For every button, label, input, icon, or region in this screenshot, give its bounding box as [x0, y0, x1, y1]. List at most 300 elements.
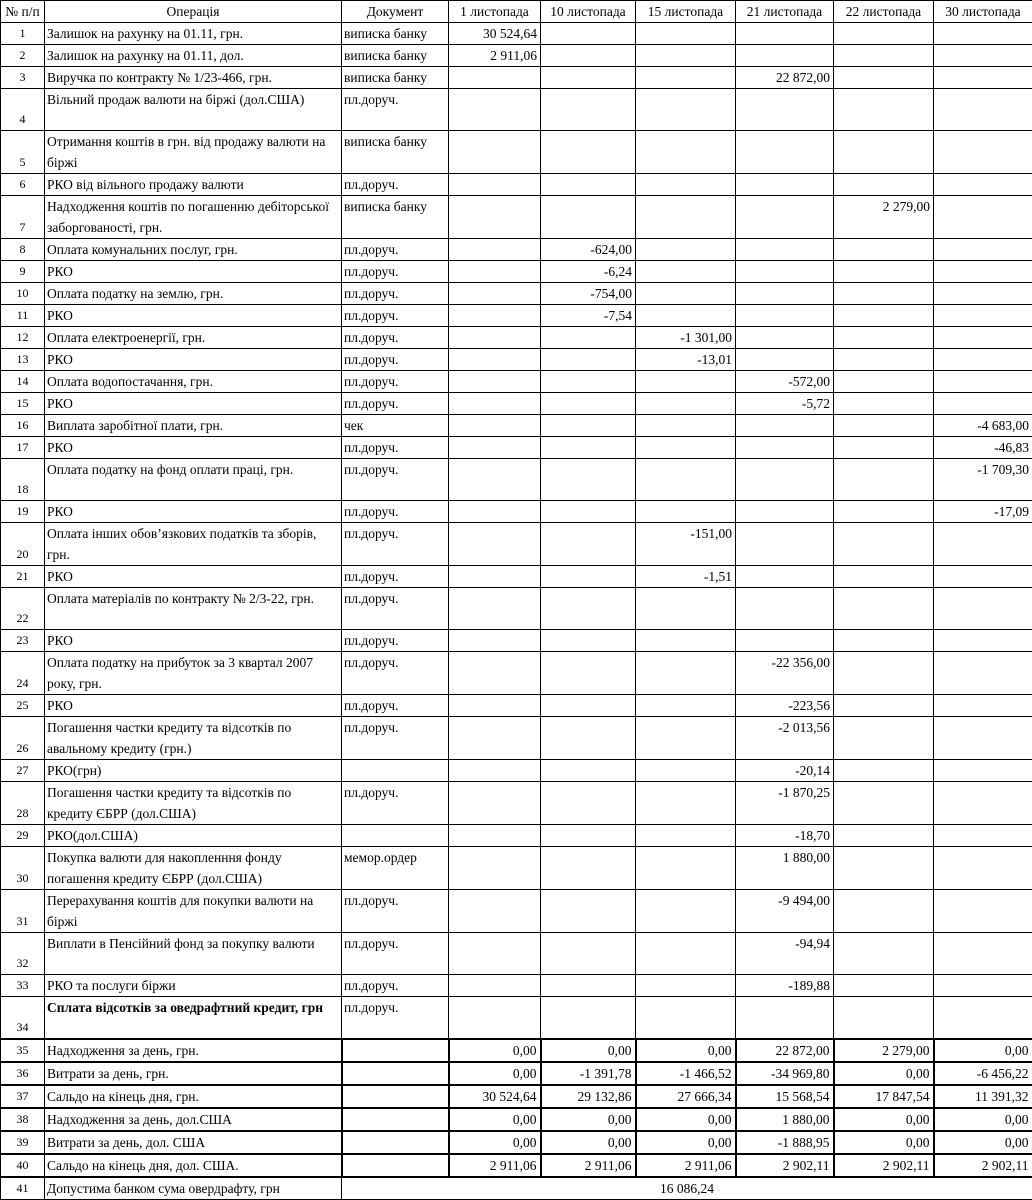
amount-cell [736, 437, 834, 459]
operation-cell: РКО [45, 305, 342, 327]
row-number: 13 [1, 349, 45, 371]
amount-cell [636, 782, 736, 825]
table-row [1, 717, 1032, 760]
operation-cell: Надходження за день, грн. [45, 1039, 342, 1062]
amount-cell [541, 501, 636, 523]
amount-cell [636, 415, 736, 437]
row-number: 5 [1, 131, 45, 174]
totals-row [1, 1131, 1032, 1154]
amount-cell: 22 872,00 [736, 67, 834, 89]
operation-cell: Оплата податку на прибуток за 3 квартал 2007 року, грн. [45, 652, 342, 695]
amount-cell [736, 174, 834, 196]
amount-cell [736, 588, 834, 630]
row-number: 8 [1, 239, 45, 261]
overdraft-limit-value: 16 086,24 [342, 1177, 1032, 1200]
operation-cell: Витрати за день, дол. США [45, 1131, 342, 1154]
amount-cell: -7,54 [541, 305, 636, 327]
amount-cell: -5,72 [736, 393, 834, 415]
amount-cell [541, 437, 636, 459]
amount-cell: -22 356,00 [736, 652, 834, 695]
amount-cell: -20,14 [736, 760, 834, 782]
operation-cell: Допустима банком сума овердрафту, грн [45, 1177, 342, 1200]
header-operation: Операція [45, 1, 342, 23]
amount-cell [834, 825, 934, 847]
total-amount-cell: 0,00 [934, 1039, 1032, 1062]
amount-cell [934, 847, 1032, 890]
total-amount-cell: 2 902,11 [934, 1154, 1032, 1177]
amount-cell [834, 283, 934, 305]
amount-cell [834, 501, 934, 523]
amount-cell [636, 174, 736, 196]
amount-cell [449, 695, 541, 717]
operation-cell: Виручка по контракту № 1/23-466, грн. [45, 67, 342, 89]
document-cell: пл.доруч. [342, 261, 449, 283]
row-number: 6 [1, 174, 45, 196]
row-number: 29 [1, 825, 45, 847]
document-cell: пл.доруч. [342, 393, 449, 415]
operation-cell: РКО [45, 630, 342, 652]
operation-cell: РКО [45, 393, 342, 415]
amount-cell [449, 847, 541, 890]
amount-cell [636, 131, 736, 174]
amount-cell: -18,70 [736, 825, 834, 847]
amount-cell [541, 45, 636, 67]
document-cell: пл.доруч. [342, 501, 449, 523]
amount-cell [449, 437, 541, 459]
operation-cell: Сплата відсотків за оведрафтний кредит, грн [45, 997, 342, 1039]
table-row [1, 523, 1032, 566]
total-amount-cell: 2 279,00 [834, 1039, 934, 1062]
operation-cell: Залишок на рахунку на 01.11, дол. [45, 45, 342, 67]
total-amount-cell: 2 911,06 [541, 1154, 636, 1177]
amount-cell [636, 630, 736, 652]
total-amount-cell: 30 524,64 [449, 1085, 541, 1108]
operation-cell: Покупка валюти для накопленння фонду погашення кредиту ЄБРР (дол.США) [45, 847, 342, 890]
total-amount-cell: 0,00 [449, 1062, 541, 1085]
row-number: 31 [1, 890, 45, 933]
row-number: 15 [1, 393, 45, 415]
row-number: 30 [1, 847, 45, 890]
amount-cell [541, 327, 636, 349]
amount-cell [449, 782, 541, 825]
operation-cell: Оплата водопостачання, грн. [45, 371, 342, 393]
row-number: 25 [1, 695, 45, 717]
table-row [1, 588, 1032, 630]
row-number: 14 [1, 371, 45, 393]
amount-cell [736, 261, 834, 283]
amount-cell [636, 45, 736, 67]
document-cell: пл.доруч. [342, 630, 449, 652]
header-date: 22 листопада [834, 1, 934, 23]
document-cell [342, 1039, 449, 1062]
document-cell: пл.доруч. [342, 975, 449, 997]
table-row [1, 349, 1032, 371]
amount-cell [636, 847, 736, 890]
total-amount-cell: 0,00 [449, 1131, 541, 1154]
amount-cell [934, 975, 1032, 997]
amount-cell: 30 524,64 [449, 23, 541, 45]
operation-cell: Оплата матеріалів по контракту № 2/3-22, грн. [45, 588, 342, 630]
amount-cell [636, 717, 736, 760]
total-amount-cell: -1 391,78 [541, 1062, 636, 1085]
operation-cell: Оплата електроенергії, грн. [45, 327, 342, 349]
amount-cell [636, 459, 736, 501]
operation-cell: РКО [45, 501, 342, 523]
row-number: 17 [1, 437, 45, 459]
amount-cell [834, 261, 934, 283]
operation-cell: Виплата заробітної плати, грн. [45, 415, 342, 437]
table-row [1, 89, 1032, 131]
amount-cell [541, 760, 636, 782]
operation-cell: РКО [45, 261, 342, 283]
amount-cell [541, 975, 636, 997]
row-number: 21 [1, 566, 45, 588]
amount-cell [449, 459, 541, 501]
amount-cell: -1 301,00 [636, 327, 736, 349]
document-cell [342, 1062, 449, 1085]
table-row [1, 459, 1032, 501]
row-number: 41 [1, 1177, 45, 1200]
operation-cell: РКО [45, 437, 342, 459]
operation-cell: Оплата комунальних послуг, грн. [45, 239, 342, 261]
document-cell: пл.доруч. [342, 890, 449, 933]
amount-cell: -1,51 [636, 566, 736, 588]
document-cell: пл.доруч. [342, 566, 449, 588]
table-row [1, 261, 1032, 283]
amount-cell [636, 196, 736, 239]
amount-cell [834, 371, 934, 393]
row-number: 18 [1, 459, 45, 501]
amount-cell [449, 393, 541, 415]
operation-cell: Залишок на рахунку на 01.11, грн. [45, 23, 342, 45]
amount-cell [636, 825, 736, 847]
total-amount-cell: 2 902,11 [736, 1154, 834, 1177]
document-cell: мемор.ордер [342, 847, 449, 890]
amount-cell [636, 501, 736, 523]
amount-cell [834, 305, 934, 327]
table-row [1, 975, 1032, 997]
row-number: 22 [1, 588, 45, 630]
table-body [1, 23, 1032, 1200]
amount-cell [541, 652, 636, 695]
table-row [1, 67, 1032, 89]
document-cell: пл.доруч. [342, 305, 449, 327]
amount-cell [541, 89, 636, 131]
document-cell [342, 1154, 449, 1177]
total-amount-cell: -6 456,22 [934, 1062, 1032, 1085]
total-amount-cell: 0,00 [449, 1039, 541, 1062]
total-amount-cell: 0,00 [934, 1131, 1032, 1154]
amount-cell: 2 279,00 [834, 196, 934, 239]
amount-cell [834, 89, 934, 131]
amount-cell [541, 566, 636, 588]
amount-cell [834, 437, 934, 459]
operation-cell: Отримання коштів в грн. від продажу валюти на біржі [45, 131, 342, 174]
amount-cell [541, 847, 636, 890]
total-amount-cell: 0,00 [449, 1108, 541, 1131]
document-cell [342, 825, 449, 847]
amount-cell [636, 695, 736, 717]
table-row [1, 890, 1032, 933]
row-number: 26 [1, 717, 45, 760]
amount-cell [834, 327, 934, 349]
amount-cell [541, 782, 636, 825]
amount-cell [834, 459, 934, 501]
amount-cell [934, 174, 1032, 196]
amount-cell [934, 196, 1032, 239]
amount-cell [636, 239, 736, 261]
amount-cell: -9 494,00 [736, 890, 834, 933]
total-amount-cell: 2 911,06 [449, 1154, 541, 1177]
amount-cell [736, 283, 834, 305]
row-number: 33 [1, 975, 45, 997]
row-number: 1 [1, 23, 45, 45]
header-row [1, 1, 1032, 23]
amount-cell [736, 566, 834, 588]
amount-cell [636, 89, 736, 131]
amount-cell [449, 566, 541, 588]
total-amount-cell: 0,00 [834, 1062, 934, 1085]
amount-cell [736, 327, 834, 349]
row-number: 23 [1, 630, 45, 652]
amount-cell [449, 261, 541, 283]
total-amount-cell: 0,00 [934, 1108, 1032, 1131]
amount-cell [736, 131, 834, 174]
document-cell: пл.доруч. [342, 371, 449, 393]
amount-cell [834, 630, 934, 652]
amount-cell [636, 997, 736, 1039]
amount-cell: -223,56 [736, 695, 834, 717]
amount-cell: -1 870,25 [736, 782, 834, 825]
table-row [1, 997, 1032, 1039]
amount-cell [934, 89, 1032, 131]
amount-cell [636, 283, 736, 305]
amount-cell [541, 933, 636, 975]
document-cell: пл.доруч. [342, 437, 449, 459]
amount-cell [934, 131, 1032, 174]
total-amount-cell: 0,00 [636, 1131, 736, 1154]
amount-cell [934, 393, 1032, 415]
amount-cell [449, 825, 541, 847]
amount-cell [541, 717, 636, 760]
total-amount-cell: 1 880,00 [736, 1108, 834, 1131]
document-cell: пл.доруч. [342, 782, 449, 825]
table-row [1, 652, 1032, 695]
document-cell [342, 760, 449, 782]
total-amount-cell: 0,00 [541, 1108, 636, 1131]
amount-cell [449, 717, 541, 760]
header-number: № п/п [1, 1, 45, 23]
row-number: 19 [1, 501, 45, 523]
operation-cell: Витрати за день, грн. [45, 1062, 342, 1085]
amount-cell [934, 588, 1032, 630]
amount-cell [834, 760, 934, 782]
amount-cell [449, 327, 541, 349]
amount-cell [736, 523, 834, 566]
amount-cell [449, 349, 541, 371]
total-amount-cell: 0,00 [834, 1108, 934, 1131]
document-cell: пл.доруч. [342, 523, 449, 566]
document-cell: пл.доруч. [342, 239, 449, 261]
amount-cell [736, 997, 834, 1039]
header-date: 21 листопада [736, 1, 834, 23]
amount-cell: -189,88 [736, 975, 834, 997]
total-amount-cell: 17 847,54 [834, 1085, 934, 1108]
amount-cell [834, 695, 934, 717]
amount-cell [449, 415, 541, 437]
document-cell: пл.доруч. [342, 327, 449, 349]
table-row [1, 283, 1032, 305]
total-amount-cell: 11 391,32 [934, 1085, 1032, 1108]
operation-cell: РКО [45, 695, 342, 717]
amount-cell: -6,24 [541, 261, 636, 283]
amount-cell [934, 23, 1032, 45]
amount-cell [736, 415, 834, 437]
amount-cell [834, 45, 934, 67]
amount-cell [834, 393, 934, 415]
operation-cell: Погашення частки кредиту та відсотків по кредиту ЄБРР (дол.США) [45, 782, 342, 825]
amount-cell [934, 349, 1032, 371]
amount-cell: -94,94 [736, 933, 834, 975]
amount-cell [541, 349, 636, 371]
operation-cell: РКО [45, 566, 342, 588]
operation-cell: Виплати в Пенсійний фонд за покупку валюти [45, 933, 342, 975]
header-date: 10 листопада [541, 1, 636, 23]
operation-cell: РКО та послуги біржи [45, 975, 342, 997]
amount-cell: -17,09 [934, 501, 1032, 523]
document-cell: пл.доруч. [342, 89, 449, 131]
amount-cell [541, 825, 636, 847]
row-number: 28 [1, 782, 45, 825]
row-number: 2 [1, 45, 45, 67]
row-number: 11 [1, 305, 45, 327]
amount-cell [736, 23, 834, 45]
amount-cell [934, 261, 1032, 283]
totals-row [1, 1108, 1032, 1131]
amount-cell [449, 997, 541, 1039]
document-cell: пл.доруч. [342, 174, 449, 196]
table-row [1, 933, 1032, 975]
operation-cell: Погашення частки кредиту та відсотків по авальному кредиту (грн.) [45, 717, 342, 760]
amount-cell [834, 847, 934, 890]
amount-cell [449, 239, 541, 261]
amount-cell [934, 45, 1032, 67]
table-row [1, 327, 1032, 349]
amount-cell [449, 67, 541, 89]
table-row [1, 695, 1032, 717]
amount-cell [934, 717, 1032, 760]
document-cell: пл.доруч. [342, 997, 449, 1039]
amount-cell: -151,00 [636, 523, 736, 566]
amount-cell [541, 174, 636, 196]
amount-cell [834, 239, 934, 261]
amount-cell [736, 501, 834, 523]
document-cell: пл.доруч. [342, 588, 449, 630]
amount-cell [449, 196, 541, 239]
document-cell: пл.доруч. [342, 717, 449, 760]
total-amount-cell: 2 911,06 [636, 1154, 736, 1177]
amount-cell [934, 630, 1032, 652]
table-row [1, 501, 1032, 523]
table-row [1, 847, 1032, 890]
amount-cell [736, 349, 834, 371]
operation-cell: Вільний продаж валюти на біржі (дол.США) [45, 89, 342, 131]
amount-cell [449, 760, 541, 782]
amount-cell [449, 933, 541, 975]
amount-cell [636, 393, 736, 415]
amount-cell [736, 305, 834, 327]
header-document: Документ [342, 1, 449, 23]
amount-cell [934, 760, 1032, 782]
row-number: 36 [1, 1062, 45, 1085]
row-number: 4 [1, 89, 45, 131]
total-amount-cell: 2 902,11 [834, 1154, 934, 1177]
amount-cell [449, 588, 541, 630]
amount-cell [541, 630, 636, 652]
document-cell: виписка банку [342, 196, 449, 239]
amount-cell [449, 131, 541, 174]
amount-cell [636, 23, 736, 45]
row-number: 3 [1, 67, 45, 89]
amount-cell [449, 89, 541, 131]
header-date: 15 листопада [636, 1, 736, 23]
row-number: 27 [1, 760, 45, 782]
amount-cell [934, 371, 1032, 393]
table-row [1, 23, 1032, 45]
amount-cell [834, 890, 934, 933]
row-number: 40 [1, 1154, 45, 1177]
amount-cell [834, 933, 934, 975]
overdraft-row [1, 1177, 1032, 1200]
row-number: 32 [1, 933, 45, 975]
document-cell: пл.доруч. [342, 695, 449, 717]
amount-cell [834, 566, 934, 588]
amount-cell [541, 23, 636, 45]
amount-cell [541, 371, 636, 393]
amount-cell [934, 283, 1032, 305]
amount-cell [934, 652, 1032, 695]
amount-cell [636, 933, 736, 975]
amount-cell [934, 239, 1032, 261]
table-row [1, 371, 1032, 393]
amount-cell [449, 630, 541, 652]
amount-cell [736, 630, 834, 652]
amount-cell [834, 174, 934, 196]
amount-cell [934, 523, 1032, 566]
amount-cell [449, 283, 541, 305]
totals-row [1, 1154, 1032, 1177]
total-amount-cell: -1 466,52 [636, 1062, 736, 1085]
amount-cell: -4 683,00 [934, 415, 1032, 437]
amount-cell [636, 437, 736, 459]
operation-cell: Надходження за день, дол.США [45, 1108, 342, 1131]
amount-cell [934, 695, 1032, 717]
operation-cell: РКО [45, 349, 342, 371]
amount-cell [834, 349, 934, 371]
amount-cell [934, 782, 1032, 825]
operation-cell: РКО від вільного продажу валюти [45, 174, 342, 196]
amount-cell [636, 261, 736, 283]
amount-cell: -754,00 [541, 283, 636, 305]
amount-cell: -1 709,30 [934, 459, 1032, 501]
amount-cell: -572,00 [736, 371, 834, 393]
row-number: 35 [1, 1039, 45, 1062]
amount-cell [541, 997, 636, 1039]
amount-cell [636, 371, 736, 393]
operation-cell: Оплата інших обов’язкових податків та зборів, грн. [45, 523, 342, 566]
total-amount-cell: 27 666,34 [636, 1085, 736, 1108]
total-amount-cell: 22 872,00 [736, 1039, 834, 1062]
